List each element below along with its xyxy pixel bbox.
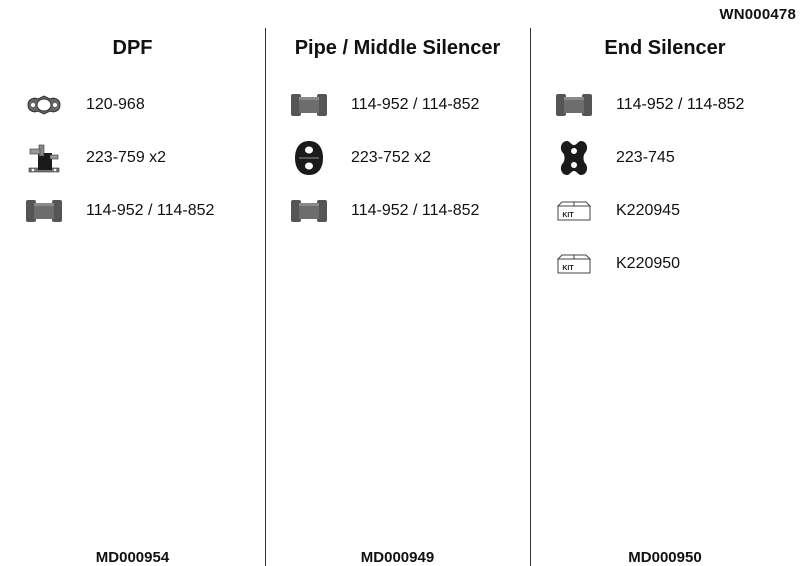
column-end-silencer bbox=[530, 0, 800, 566]
part-number: 223-745 bbox=[616, 149, 675, 166]
column-pipe-middle-silencer bbox=[265, 0, 530, 566]
list-item bbox=[530, 90, 744, 120]
clamp-icon bbox=[289, 194, 329, 228]
list-item bbox=[265, 196, 479, 226]
rubber-mount-icon bbox=[554, 141, 594, 175]
reference-number: WN000478 bbox=[719, 6, 796, 23]
column-title: Pipe / Middle Silencer bbox=[294, 37, 501, 59]
rubber-hanger-icon bbox=[289, 141, 329, 175]
list-item bbox=[0, 90, 145, 120]
kit-box-icon bbox=[554, 247, 594, 281]
part-number: 114-952 / 114-852 bbox=[351, 96, 480, 113]
part-number: K220945 bbox=[616, 202, 681, 219]
list-item bbox=[530, 143, 675, 173]
part-number: 223-759 x2 bbox=[86, 149, 167, 166]
kit-label: KIT bbox=[562, 265, 574, 272]
part-number: 223-752 x2 bbox=[351, 149, 432, 166]
clamp-icon bbox=[554, 88, 594, 122]
list-item bbox=[0, 196, 214, 226]
column-footer-code: MD000954 bbox=[95, 549, 170, 566]
list-item bbox=[530, 249, 680, 279]
part-number: 114-952 / 114-852 bbox=[86, 202, 215, 219]
part-number: 114-952 / 114-852 bbox=[351, 202, 480, 219]
list-item bbox=[265, 143, 431, 173]
list-item bbox=[0, 143, 166, 173]
kit-label: KIT bbox=[562, 212, 574, 219]
list-item bbox=[530, 196, 680, 226]
column-footer-code: MD000950 bbox=[628, 549, 702, 566]
part-number: 114-952 / 114-852 bbox=[616, 96, 745, 113]
kit-box-icon bbox=[554, 194, 594, 228]
part-number: 120-968 bbox=[86, 96, 145, 113]
clamp-icon bbox=[289, 88, 329, 122]
part-number: K220950 bbox=[616, 255, 681, 272]
gasket-icon bbox=[24, 88, 64, 122]
column-dpf bbox=[0, 0, 265, 566]
column-title: DPF bbox=[112, 37, 153, 59]
column-footer-code: MD000949 bbox=[360, 549, 435, 566]
clamp-icon bbox=[24, 194, 64, 228]
list-item bbox=[265, 90, 479, 120]
column-title: End Silencer bbox=[604, 37, 726, 59]
mounting-bracket-icon bbox=[24, 141, 64, 175]
